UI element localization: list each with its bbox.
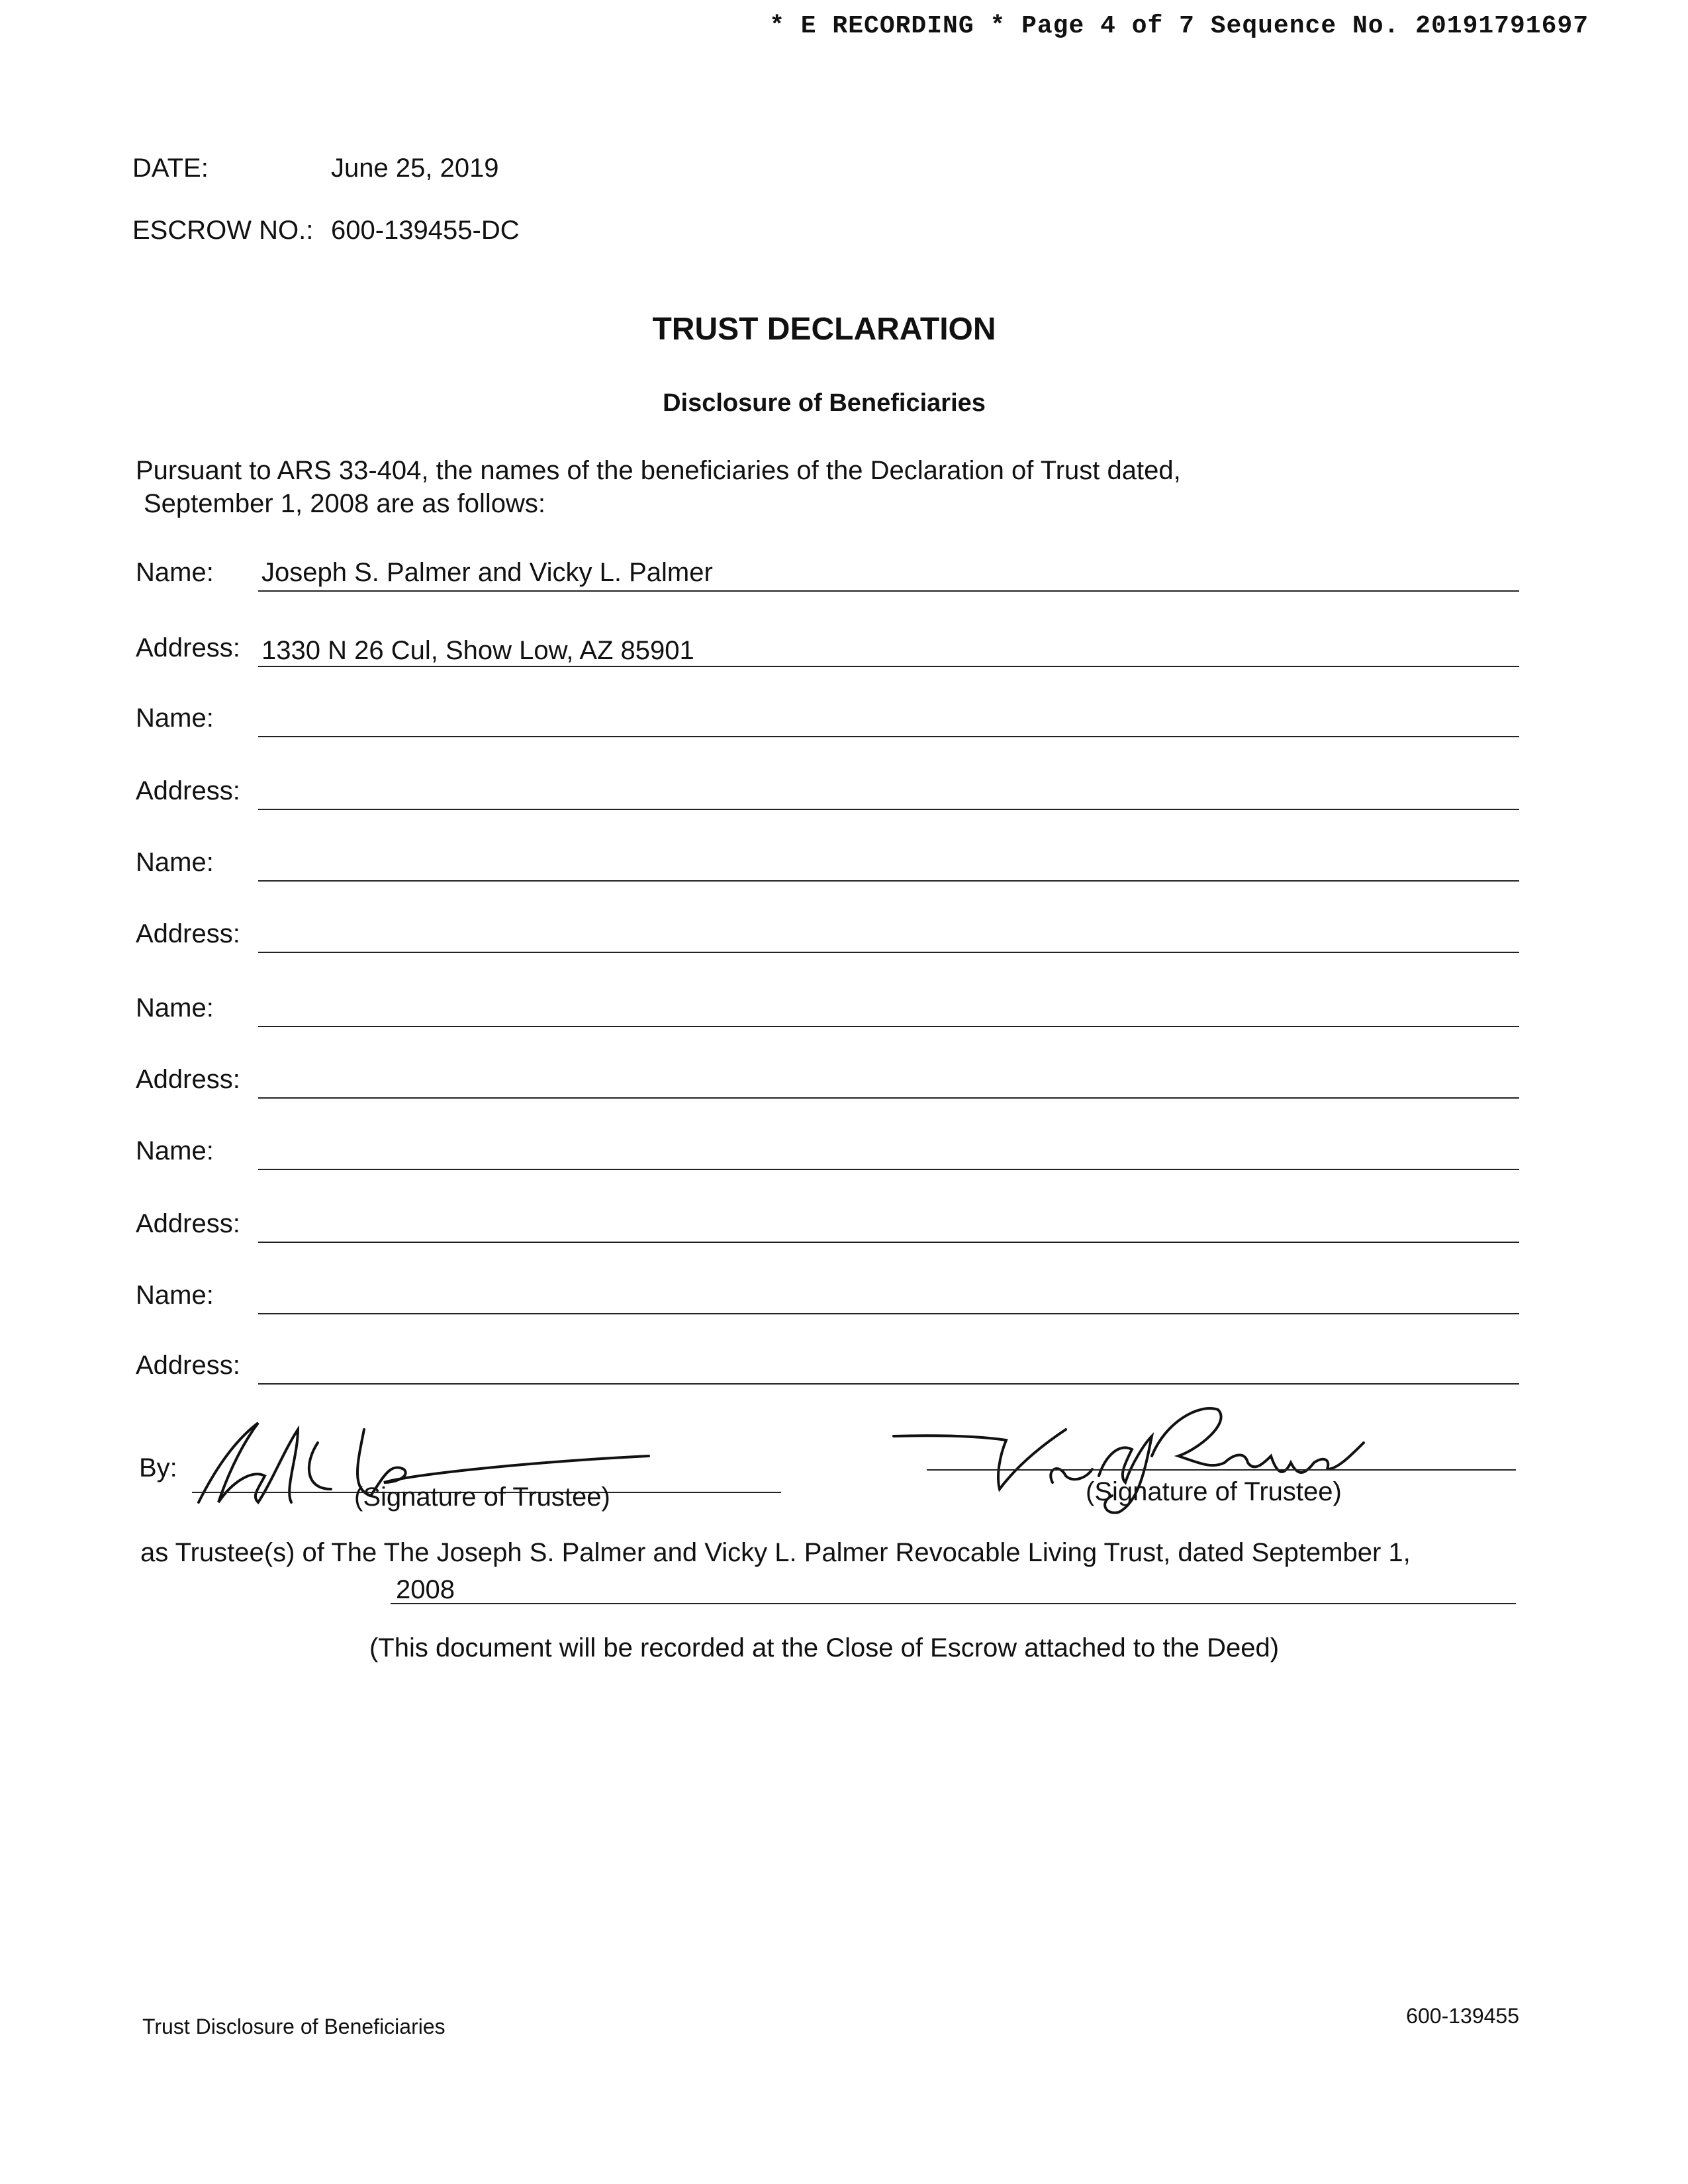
by-label: By: [139,1453,177,1482]
footer-left: Trust Disclosure of Beneficiaries [142,2015,445,2038]
name-label: Name: [136,848,214,877]
address-label: Address: [136,1209,240,1238]
address-line [258,666,1519,667]
address-label: Address: [136,1065,240,1094]
name-label: Name: [136,1281,214,1310]
address-label: Address: [136,633,240,662]
escrow-label: ESCROW NO.: [132,216,314,245]
beneficiary-3-name-row [136,842,1519,882]
address-line [258,1097,1519,1099]
beneficiary-4-name-row [136,987,1519,1027]
beneficiary-5-name-row [136,1130,1519,1170]
address-line [258,809,1519,810]
name-line [258,736,1519,737]
name-label: Name: [136,704,214,733]
intro-line-2: September 1, 2008 are as follows: [144,489,546,518]
address-line [258,1242,1519,1243]
name-line [258,1026,1519,1027]
address-label: Address: [136,919,240,948]
beneficiary-address-field[interactable]: 1330 N 26 Cul, Show Low, AZ 85901 [261,636,694,665]
escrow-value: 600-139455-DC [331,216,520,245]
trust-statement: as Trustee(s) of The The Joseph S. Palmer and Vicky L. Palmer Revocable Living Trust, dated September 1, [140,1538,1411,1567]
date-value: June 25, 2019 [331,154,499,183]
name-line [258,880,1519,882]
beneficiary-2-address-row [136,770,1519,810]
trustee-1-caption: (Signature of Trustee) [354,1482,610,1512]
trustee-2-signature-line [927,1469,1516,1471]
name-line [258,1169,1519,1170]
recording-header: * E RECORDING * Page 4 of 7 Sequence No. 20191791697 [769,12,1589,40]
intro-line-1: Pursuant to ARS 33-404, the names of the beneficiaries of the Declaration of Trust dated, [136,456,1181,485]
beneficiary-6-name-row [136,1275,1519,1314]
date-label: DATE: [132,154,209,183]
name-label: Name: [136,558,214,587]
intro-paragraph [136,454,1261,520]
footer-right: 600-139455 [1406,2004,1519,2028]
name-line [258,1313,1519,1314]
address-label: Address: [136,1351,240,1380]
beneficiary-3-address-row [136,913,1519,953]
recording-note: (This document will be recorded at the Close of Escrow attached to the Deed) [369,1633,1280,1662]
address-line [258,952,1519,953]
trust-statement-cont: 2008 [396,1575,455,1604]
name-line [258,590,1519,592]
beneficiary-6-address-row [136,1345,1519,1385]
beneficiary-5-address-row [136,1203,1519,1243]
name-label: Name: [136,993,214,1023]
beneficiary-name-field[interactable]: Joseph S. Palmer and Vicky L. Palmer [261,558,713,587]
document-subtitle: Disclosure of Beneficiaries [663,389,986,417]
beneficiary-1-name-row [136,552,1519,592]
trust-statement-line [391,1603,1516,1604]
trustee-2-caption: (Signature of Trustee) [1086,1477,1342,1506]
beneficiary-2-name-row [136,698,1519,737]
address-label: Address: [136,776,240,805]
name-label: Name: [136,1136,214,1165]
beneficiary-1-address-row [136,627,1519,667]
document-title: TRUST DECLARATION [652,312,996,347]
beneficiary-4-address-row [136,1059,1519,1099]
